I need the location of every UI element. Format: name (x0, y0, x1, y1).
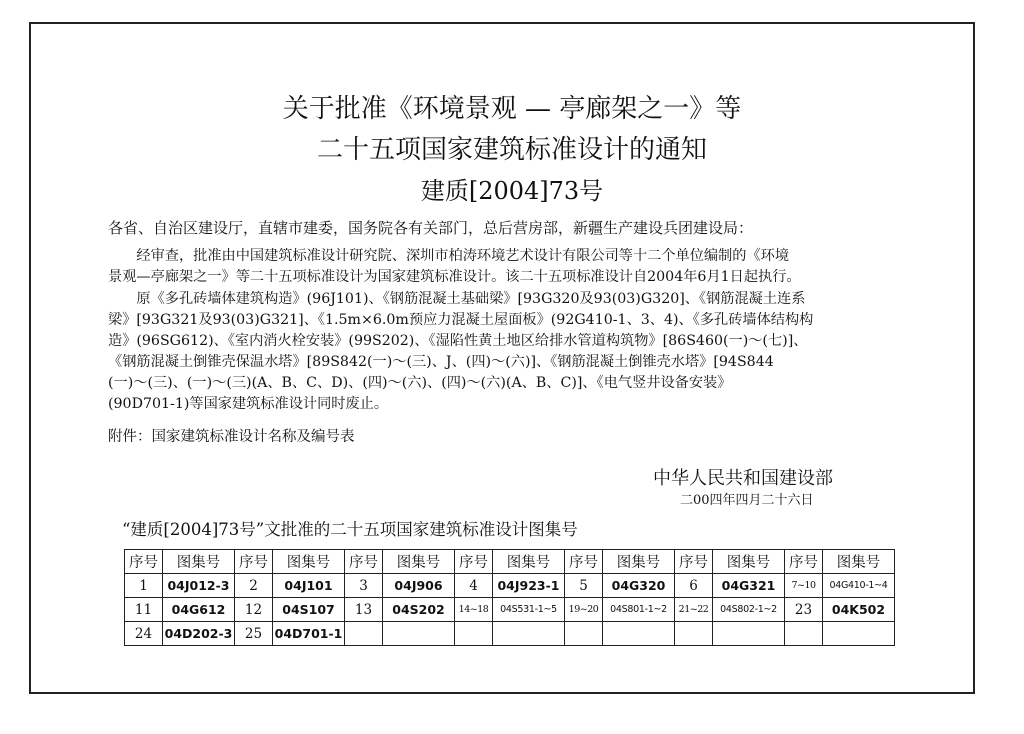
header-no: 序号 (455, 550, 493, 574)
atlas-code-cell: 04K502 (823, 598, 895, 622)
atlas-code-cell: 04D701-1 (273, 622, 345, 646)
paragraph-repeal-line-6: (90D701-1)等国家建筑标准设计同时废止。 (108, 396, 389, 412)
atlas-code-cell: 04D202-3 (163, 622, 235, 646)
header-code: 图集号 (713, 550, 785, 574)
atlas-code-cell (493, 622, 565, 646)
atlas-code-cell: 04S202 (383, 598, 455, 622)
atlas-code-cell: 04G612 (163, 598, 235, 622)
header-code: 图集号 (383, 550, 455, 574)
table-caption: “建质[2004]73号”文批准的二十五项国家建筑标准设计图集号 (122, 520, 578, 539)
table-row (125, 622, 895, 646)
atlas-code-cell: 04S107 (273, 598, 345, 622)
notice-title-line-1: 关于批准《环境景观 — 亭廊架之一》等 (282, 94, 742, 124)
serial-number-cell (675, 622, 713, 646)
paragraph-approval-line-2: 景观—亭廊架之一》等二十五项标准设计为国家建筑标准设计。该二十五项标准设计自2004年6月1日起执行。 (108, 269, 801, 285)
serial-number-cell (345, 622, 383, 646)
serial-number-cell: 3 (345, 574, 383, 598)
issuer-name: 中华人民共和国建设部 (653, 468, 833, 489)
issue-date: 二00四年四月二十六日 (680, 493, 814, 508)
serial-number-cell: 11 (125, 598, 163, 622)
atlas-code-cell: 04G320 (603, 574, 675, 598)
serial-number-cell: 7~10 (785, 574, 823, 598)
header-no: 序号 (565, 550, 603, 574)
header-code: 图集号 (823, 550, 895, 574)
serial-number-cell: 14~18 (455, 598, 493, 622)
serial-number-cell: 21~22 (675, 598, 713, 622)
header-no: 序号 (785, 550, 823, 574)
paragraph-repeal-line-3: 造》(96SG612)、《室内消火栓安装》(99S202)、《湿陷性黄土地区给排水管道构筑物》[86S460(一)～(七)]、 (108, 333, 808, 349)
serial-number-cell: 23 (785, 598, 823, 622)
header-no: 序号 (345, 550, 383, 574)
atlas-code-cell: 04S531-1~5 (493, 598, 565, 622)
serial-number-cell: 24 (125, 622, 163, 646)
attachment-note: 附件：国家建筑标准设计名称及编号表 (108, 429, 355, 445)
atlas-code-cell: 04J012-3 (163, 574, 235, 598)
atlas-code-cell: 04G321 (713, 574, 785, 598)
atlas-number-table (124, 549, 895, 646)
header-code: 图集号 (273, 550, 345, 574)
serial-number-cell (565, 622, 603, 646)
header-no: 序号 (675, 550, 713, 574)
atlas-code-cell: 04S802-1~2 (713, 598, 785, 622)
serial-number-cell: 2 (235, 574, 273, 598)
atlas-code-cell (713, 622, 785, 646)
notice-title-line-2: 二十五项国家建筑标准设计的通知 (316, 135, 707, 165)
atlas-code-cell (823, 622, 895, 646)
serial-number-cell (785, 622, 823, 646)
header-code: 图集号 (603, 550, 675, 574)
atlas-code-cell (383, 622, 455, 646)
header-no: 序号 (235, 550, 273, 574)
addressees: 各省、自治区建设厅，直辖市建委，国务院各有关部门，总后营房部，新疆生产建设兵团建设局： (108, 219, 754, 237)
paragraph-repeal-line-5: (一)～(三)、(一)～(三)(A、B、C、D)、(四)～(六)、(四)～(六)(A、B、C)]、《电气竖井设备安装》 (108, 375, 732, 391)
serial-number-cell (455, 622, 493, 646)
atlas-code-cell: 04J906 (383, 574, 455, 598)
paragraph-repeal-line-4: 《钢筋混凝土倒锥壳保温水塔》[89S842(一)～(三)、J、(四)～(六)]、《钢筋混凝土倒锥壳水塔》[94S844 (108, 354, 774, 370)
paragraph-repeal-line-2: 梁》[93G321及93(03)G321]、《1.5m×6.0m预应力混凝土屋面板》(92G410-1、3、4)、《多孔砖墙体结构构 (108, 312, 814, 328)
serial-number-cell: 5 (565, 574, 603, 598)
atlas-code-cell: 04S801-1~2 (603, 598, 675, 622)
serial-number-cell: 19~20 (565, 598, 603, 622)
serial-number-cell: 4 (455, 574, 493, 598)
paragraph-approval-line-1: 经审查，批准由中国建筑标准设计研究院、深圳市柏涛环境艺术设计有限公司等十二个单位编制的《环境 (108, 248, 790, 264)
serial-number-cell: 12 (235, 598, 273, 622)
table-row (125, 574, 895, 598)
serial-number-cell: 6 (675, 574, 713, 598)
atlas-code-cell (603, 622, 675, 646)
header-no: 序号 (125, 550, 163, 574)
header-code: 图集号 (163, 550, 235, 574)
serial-number-cell: 25 (235, 622, 273, 646)
document-number: 建质[2004]73号 (420, 177, 604, 205)
table-header-row (125, 550, 895, 574)
paragraph-repeal-line-1: 原《多孔砖墙体建筑构造》(96J101)、《钢筋混凝土基础梁》[93G320及93(03)G320]、《钢筋混凝土连系 (108, 291, 806, 307)
header-code: 图集号 (493, 550, 565, 574)
serial-number-cell: 13 (345, 598, 383, 622)
atlas-code-cell: 04G410-1~4 (823, 574, 895, 598)
atlas-code-cell: 04J101 (273, 574, 345, 598)
table-row (125, 598, 895, 622)
serial-number-cell: 1 (125, 574, 163, 598)
atlas-code-cell: 04J923-1 (493, 574, 565, 598)
